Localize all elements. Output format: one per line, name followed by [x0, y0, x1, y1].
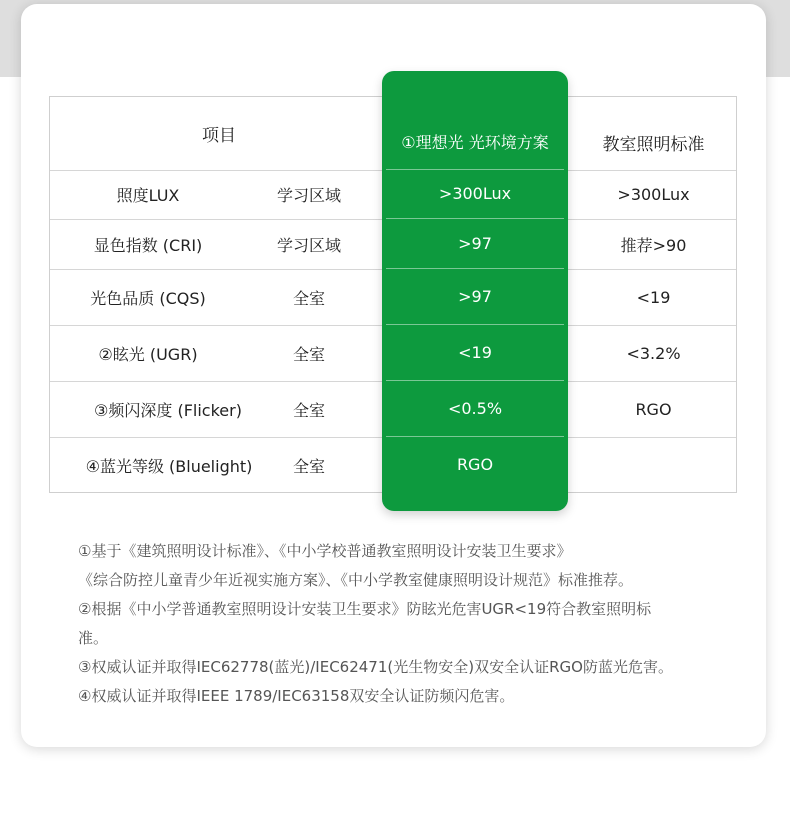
row-area: 全室 [292, 456, 325, 476]
row-standard: 推荐>90 [620, 235, 687, 255]
footnote-line: ②根据《中小学普通教室照明设计安装卫生要求》防眩光危害UGR<19符合教室照明标 [78, 600, 652, 618]
footnote-line: 《综合防控儿童青少年近视实施方案》、《中小学教室健康照明设计规范》标准推荐。 [78, 571, 634, 589]
green-value: >97 [458, 233, 492, 253]
row-label: 显色指数 (CRI) [93, 235, 203, 255]
footnotes [78, 537, 738, 711]
green-value: >97 [458, 286, 492, 306]
header-green: ①理想光 光环境方案 [401, 132, 549, 152]
green-value: >300Lux [438, 184, 512, 203]
green-value: <0.5% [447, 398, 503, 418]
row-standard: RGO [635, 399, 672, 419]
green-value: <19 [458, 342, 492, 362]
green-value: RGO [456, 454, 494, 474]
row-label: ④蓝光等级 (Bluelight) [85, 456, 253, 476]
row-label: ②眩光 (UGR) [98, 344, 198, 364]
row-area: 学习区域 [276, 235, 341, 255]
row-label: 照度LUX [116, 186, 180, 205]
header-standard: 教室照明标准 [602, 134, 705, 155]
footnote-line: 准。 [78, 629, 109, 647]
footnote-line: ①基于《建筑照明设计标准》、《中小学校普通教室照明设计安装卫生要求》 [78, 542, 572, 560]
row-label: ③频闪深度 (Flicker) [94, 400, 242, 420]
row-area: 全室 [292, 288, 325, 308]
header-item: 项目 [202, 126, 236, 146]
footnote-line: ③权威认证并取得IEC62778(蓝光)/IEC62471(光生物安全)双安全认证RGO防蓝光危害。 [78, 658, 673, 676]
footnote-line: ④权威认证并取得IEEE 1789/IEC63158双安全认证防频闪危害。 [78, 687, 515, 705]
row-standard: <3.2% [626, 343, 681, 363]
row-standard [569, 437, 738, 493]
row-label: 光色品质 (CQS) [90, 288, 206, 308]
highlight-column [382, 71, 568, 511]
row-area: 全室 [292, 344, 325, 364]
row-area: 全室 [292, 400, 325, 420]
row-standard: >300Lux [617, 185, 690, 204]
row-area: 学习区域 [276, 186, 341, 205]
row-standard: <19 [636, 287, 671, 307]
